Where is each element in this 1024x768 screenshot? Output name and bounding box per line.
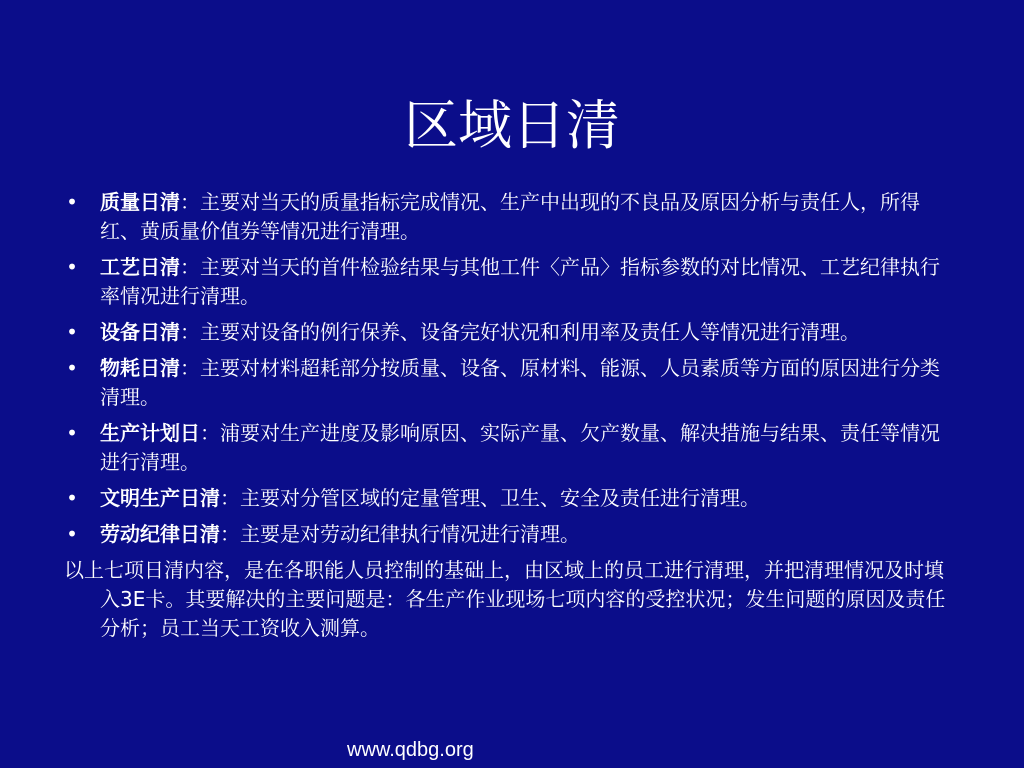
footer-link[interactable]: www.qdbg.org: [347, 739, 474, 761]
bullet-icon: •: [66, 486, 78, 510]
bullet-list: [64, 188, 954, 549]
bullet-term: 文明生产日清: [100, 486, 220, 510]
slide-title: 区域日清: [404, 94, 620, 158]
bullet-icon: •: [66, 190, 78, 214]
slide-content: [64, 188, 954, 663]
bullet-text: ：主要对当天的首件检验结果与其他工件〈产品〉指标参数的对比情况、工艺纪律执行率情况进行清理。: [100, 255, 940, 308]
bullet-term: 劳动纪律日清: [100, 522, 220, 546]
bullet-text: ：浦要对生产进度及影响原因、实际产量、欠产数量、解决措施与结果、责任等情况进行清理。: [100, 421, 940, 474]
bullet-item-production-plan: [64, 419, 954, 477]
bullet-icon: •: [66, 421, 78, 445]
bullet-term: 质量日清: [100, 190, 180, 214]
bullet-term: 物耗日清: [100, 356, 180, 380]
bullet-text: ：主要是对劳动纪律执行情况进行清理。: [220, 522, 580, 546]
bullet-text: ：主要对分管区域的定量管理、卫生、安全及责任进行清理。: [220, 486, 760, 510]
bullet-item-labor-discipline: [64, 520, 954, 549]
bullet-icon: •: [66, 522, 78, 546]
bullet-icon: •: [66, 320, 78, 344]
bullet-text: ：主要对当天的质量指标完成情况、生产中出现的不良品及原因分析与责任人，所得红、黄质量价值券等情况进行清理。: [100, 190, 920, 243]
bullet-icon: •: [66, 255, 78, 279]
bullet-term: 设备日清: [100, 320, 180, 344]
bullet-item-civilized-production: [64, 484, 954, 513]
bullet-text: ：主要对设备的例行保养、设备完好状况和利用率及责任人等情况进行清理。: [180, 320, 860, 344]
bullet-item-material: [64, 354, 954, 412]
summary-paragraph: 以上七项日清内容，是在各职能人员控制的基础上，由区域上的员工进行清理，并把清理情况及时填入3E卡。其要解决的主要问题是：各生产作业现场七项内容的受控状况；发生问题的原因及责任分析；员工当天工资收入测算。: [64, 558, 946, 640]
bullet-item-process: [64, 253, 954, 311]
bullet-term: 生产计划日: [100, 421, 200, 445]
bullet-term: 工艺日清: [100, 255, 180, 279]
bullet-text: ：主要对材料超耗部分按质量、设备、原材料、能源、人员素质等方面的原因进行分类清理。: [100, 356, 940, 409]
bullet-item-equipment: [64, 318, 954, 347]
bullet-item-quality: [64, 188, 954, 246]
bullet-icon: •: [66, 356, 78, 380]
